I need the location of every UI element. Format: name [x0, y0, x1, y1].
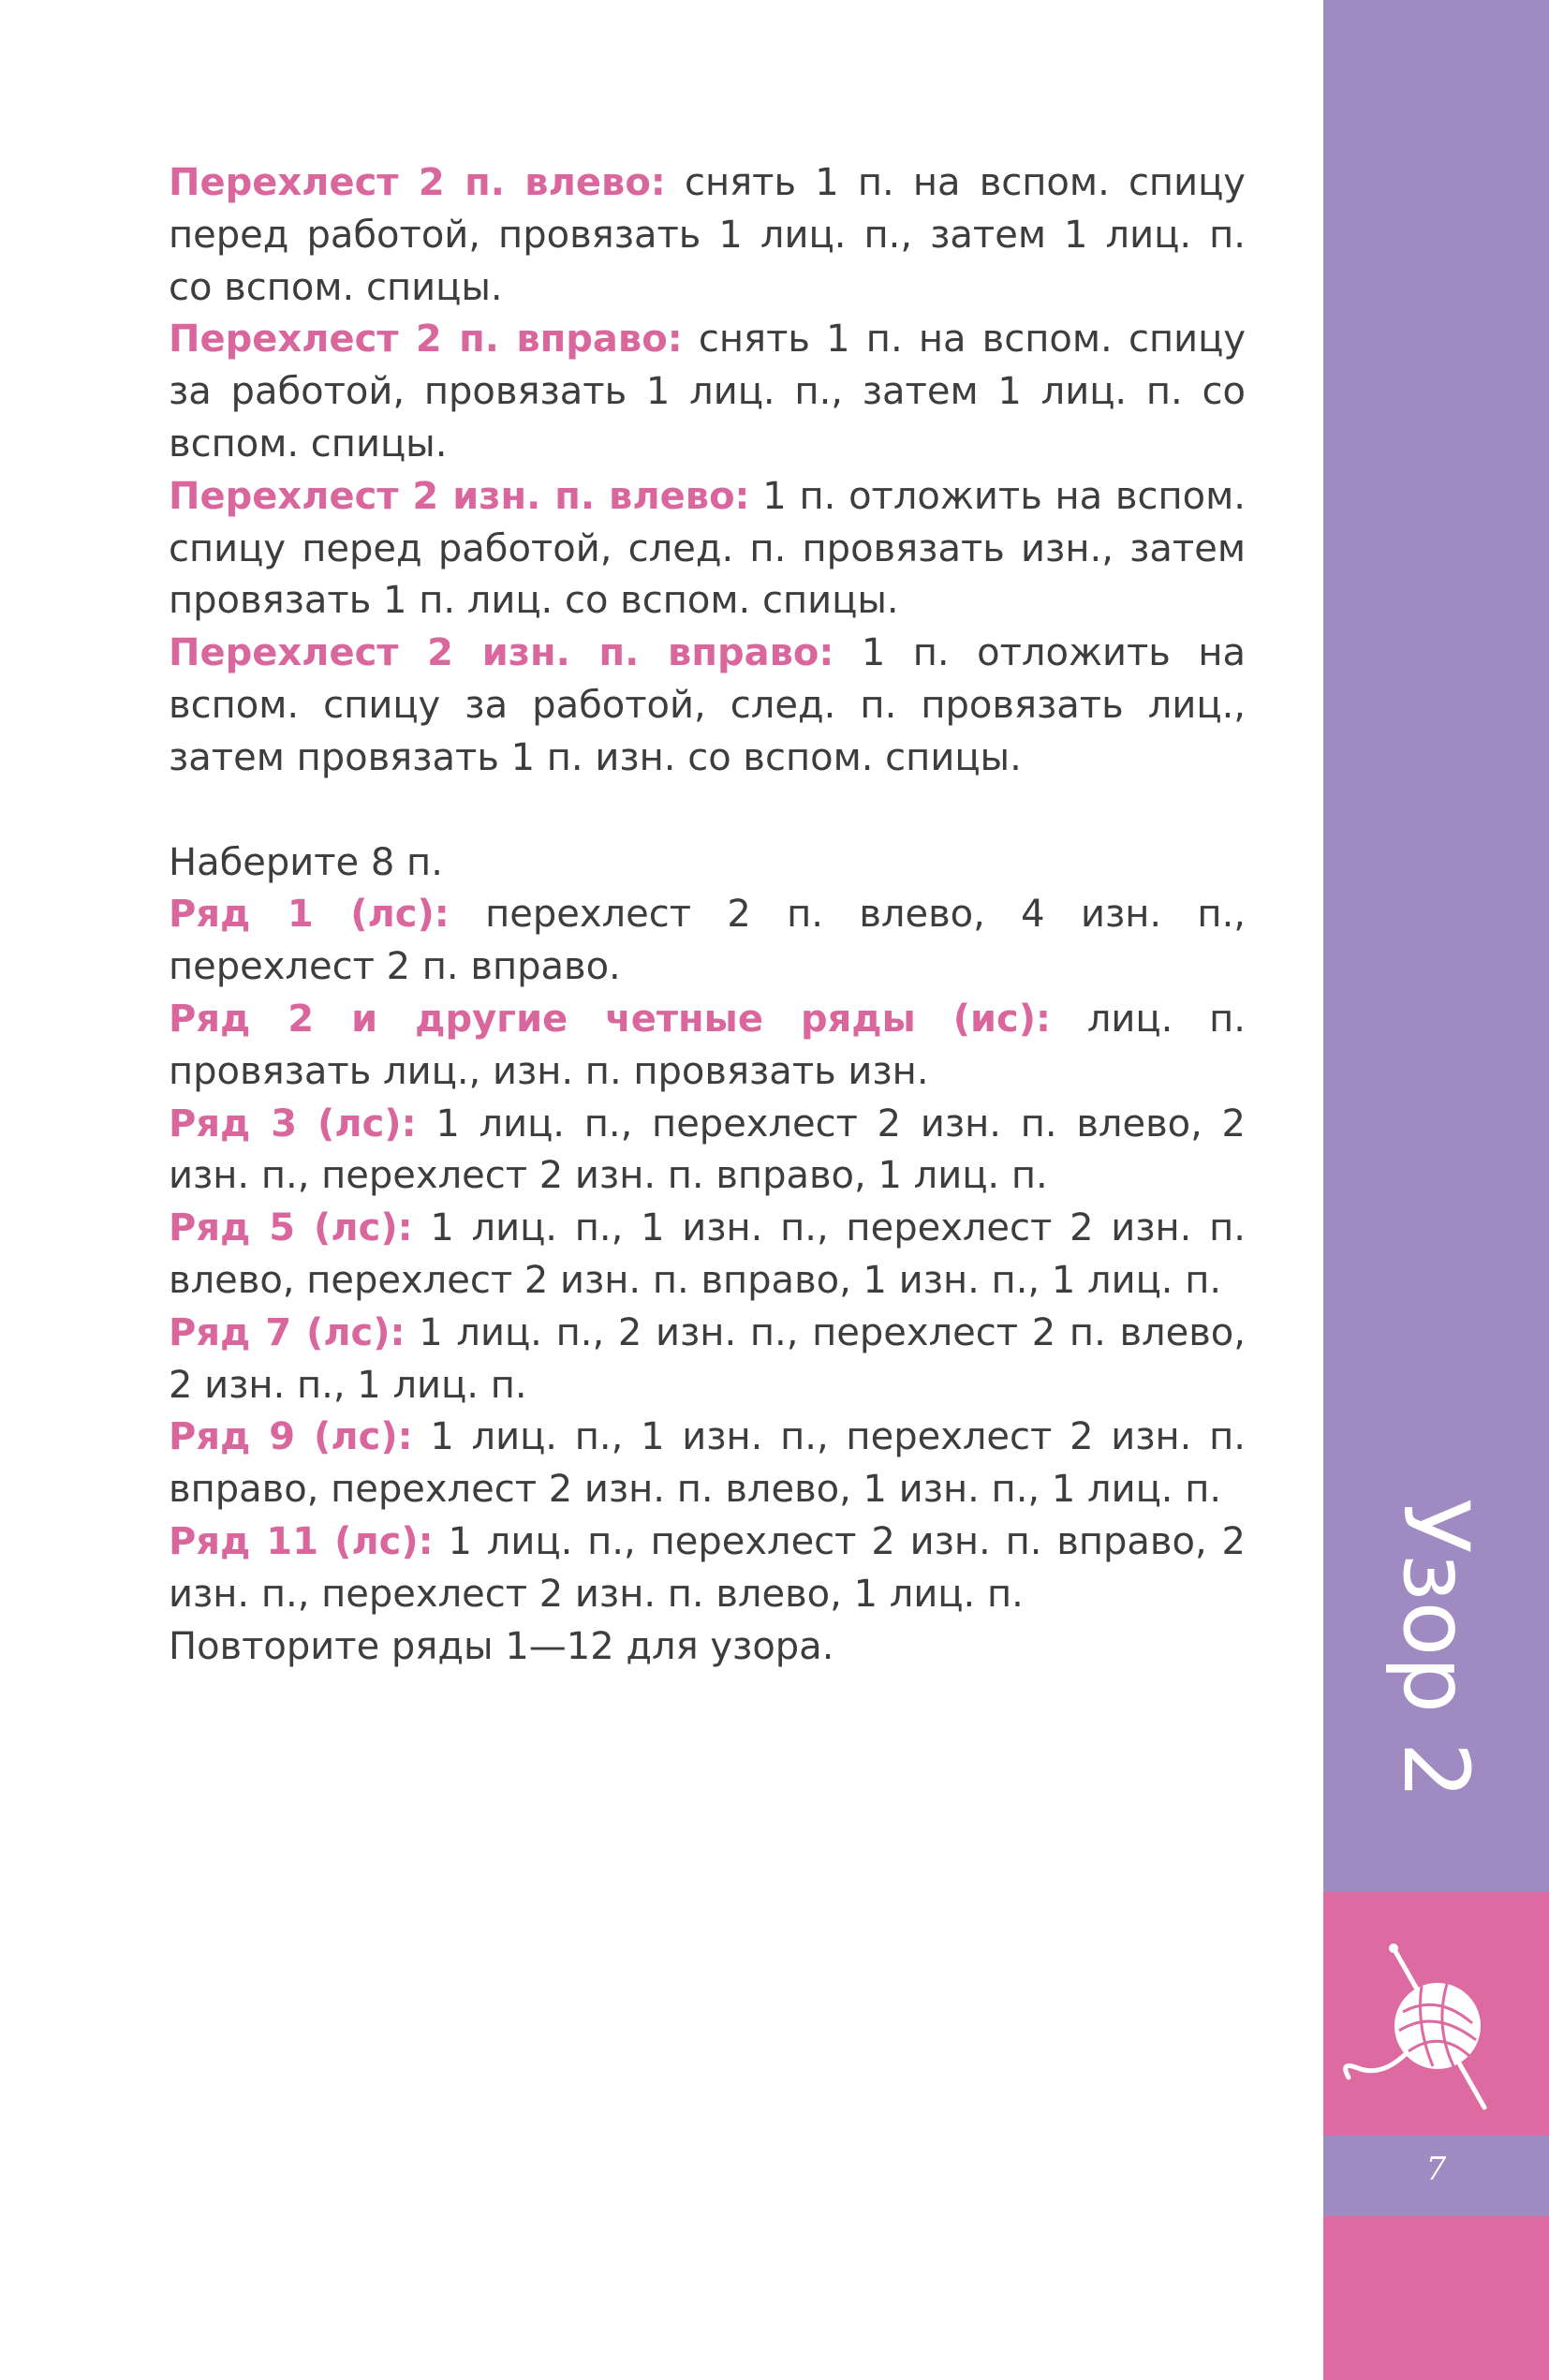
page-content [169, 157, 1246, 1673]
row-9-instruction [169, 1412, 1246, 1516]
definition-text: снять 1 п. на вспом. спицу перед работой, провязать 1 лиц. п., затем 1 лиц. п. со вспом. спицы. [169, 161, 1246, 309]
row-label: Ряд 3 (лс): [169, 1101, 417, 1146]
definition-term: Перехлест 2 изн. п. вправо: [169, 631, 834, 675]
definition-cross-2-purl-right [169, 628, 1246, 784]
yarn-ball-knitting-needle-icon [1330, 1937, 1536, 2115]
definition-term: Перехлест 2 п. вправо: [169, 318, 683, 362]
row-2-instruction [169, 994, 1246, 1099]
page-number: 7 [1425, 2151, 1447, 2188]
definition-term: Перехлест 2 изн. п. влево: [169, 474, 750, 518]
definition-text: 1 п. отложить на вспом. спицу перед работой, след. п. провязать изн., затем провязать 1 п. лиц. со вспом. спицы. [169, 474, 1247, 623]
row-text: лиц. п. провязать лиц., изн. п. провязать изн. [169, 997, 1246, 1093]
row-label: Ряд 5 (лс): [169, 1206, 413, 1250]
row-label: Ряд 7 (лс): [169, 1310, 406, 1354]
row-text: 1 лиц. п., 2 изн. п., перехлест 2 п. влево, 2 изн. п., 1 лиц. п. [169, 1310, 1246, 1407]
definition-text: снять 1 п. на вспом. спицу за работой, провязать 1 лиц. п., затем 1 лиц. п. со вспом. спицы. [169, 318, 1246, 466]
row-3-instruction [169, 1099, 1246, 1204]
row-label: Ряд 1 (лс): [169, 893, 450, 937]
definition-term: Перехлест 2 п. влево: [169, 161, 666, 204]
section-title: Узор 2 [1383, 1499, 1488, 1799]
row-text: 1 лиц. п., перехлест 2 изн. п. влево, 2 изн. п., перехлест 2 изн. п. вправо, 1 лиц. п. [169, 1101, 1247, 1198]
row-label: Ряд 2 и другие четные ряды (ис): [169, 997, 1052, 1041]
row-5-instruction [169, 1203, 1246, 1308]
row-text: перехлест 2 п. влево, 4 изн. п., перехлест 2 п. вправо. [169, 893, 1246, 989]
definition-cross-2-purl-left [169, 471, 1246, 628]
definition-cross-2-right [169, 314, 1246, 470]
paragraph-gap [169, 785, 1246, 837]
definition-cross-2-left [169, 157, 1246, 314]
definition-text: 1 п. отложить на вспом. спицу за работой, след. п. провязать лиц., затем провязать 1 п. изн. со вспом. спицы. [169, 631, 1246, 779]
row-text: 1 лиц. п., перехлест 2 изн. п. вправо, 2 изн. п., перехлест 2 изн. п. влево, 1 лиц. п. [169, 1519, 1246, 1616]
row-label: Ряд 11 (лс): [169, 1519, 434, 1563]
row-7-instruction [169, 1308, 1246, 1412]
repeat-note: Повторите ряды 1—12 для узора. [169, 1624, 834, 1668]
row-1-instruction [169, 889, 1246, 994]
row-11-instruction [169, 1516, 1246, 1621]
row-text: 1 лиц. п., 1 изн. п., перехлест 2 изн. п. вправо, перехлест 2 изн. п. влево, 1 изн. п., 1 лиц. п. [169, 1415, 1246, 1512]
sidebar-pink-bottom-band [1323, 2216, 1549, 2380]
cast-on-instruction: Наберите 8 п. [169, 840, 443, 884]
row-text: 1 лиц. п., 1 изн. п., перехлест 2 изн. п. влево, перехлест 2 изн. п. вправо, 1 изн. п., 1 лиц. п. [169, 1206, 1246, 1302]
row-label: Ряд 9 (лс): [169, 1415, 413, 1459]
